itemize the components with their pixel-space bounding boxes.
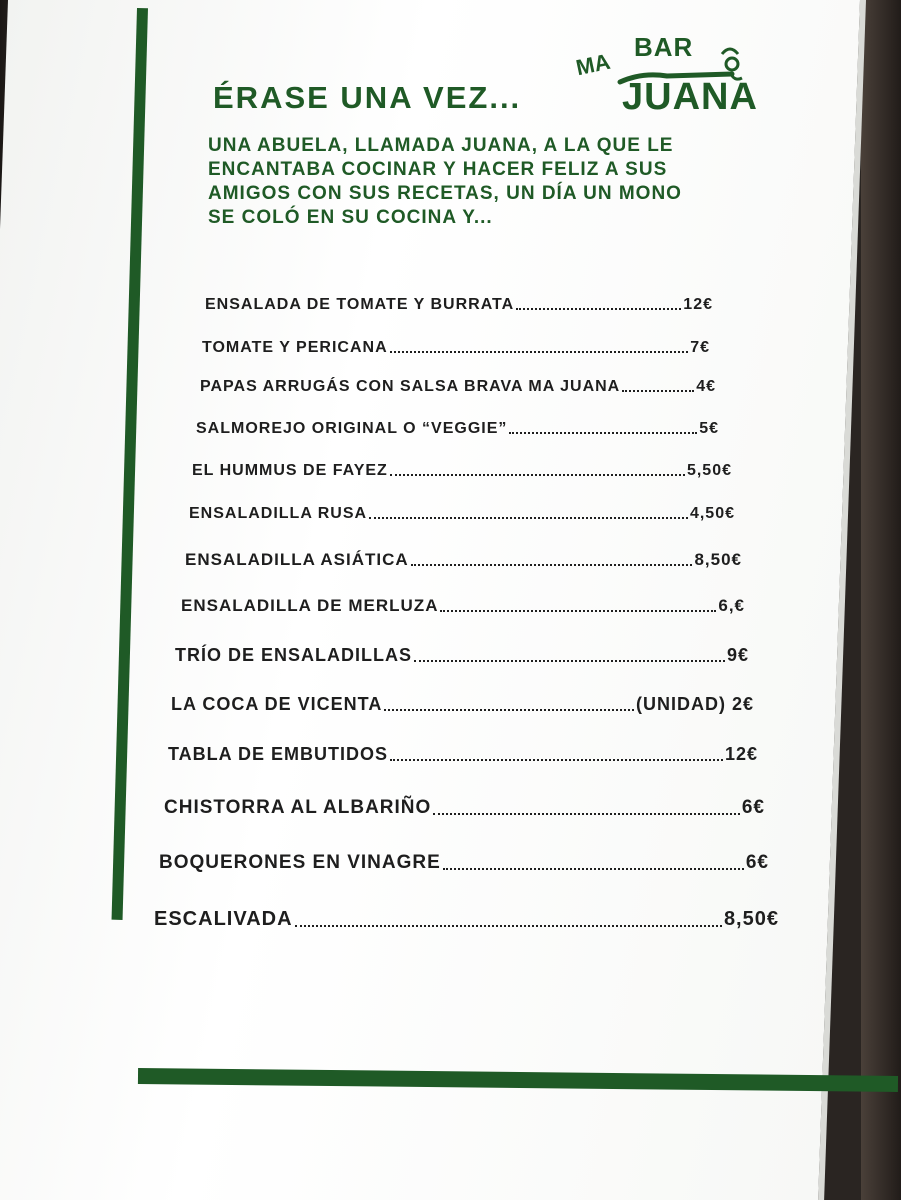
leader-dots [295,925,722,927]
leader-dots [369,517,688,519]
leader-dots [390,759,723,761]
intro-line: SE COLÓ EN SU COCINA Y... [208,207,493,228]
menu-item-name: TOMATE Y PERICANA [202,339,388,356]
page-title: ÉRASE UNA VEZ... [213,80,522,115]
menu-item [200,378,716,396]
menu-item-price: 5€ [699,420,719,437]
menu-item-price: 6,€ [718,596,745,615]
menu-item [205,296,713,314]
leader-dots [433,813,740,815]
menu-item [171,694,754,715]
leader-dots [622,390,694,392]
menu-item [159,852,769,874]
menu-item-name: CHISTORRA AL ALBARIÑO [164,797,432,818]
menu-item-price: 12€ [724,744,758,764]
menu-item-price: 9€ [726,645,749,665]
menu-item-name: ENSALADILLA ASIÁTICA [185,550,409,569]
menu-item-name: ENSALADILLA DE MERLUZA [181,596,439,615]
menu-item-name: EL HUMMUS DE FAYEZ [192,462,388,479]
menu-item [168,744,758,765]
menu-item-name: TRÍO DE ENSALADILLAS [175,645,413,665]
menu-item-price: 6€ [741,797,765,818]
menu-item-price: (UNIDAD) 2€ [635,694,754,714]
menu-item-price: 8,50€ [723,908,779,930]
menu-item [181,596,745,616]
leader-dots [440,610,716,612]
leader-dots [390,474,685,476]
leader-dots [443,868,744,870]
intro-line: AMIGOS CON SUS RECETAS, UN DÍA UN MONO [208,183,682,204]
menu-item-name: TABLA DE EMBUTIDOS [168,744,388,764]
menu-item [189,505,735,523]
menu-item-price: 5,50€ [686,462,732,479]
menu-item [164,797,765,819]
menu-item [192,462,732,480]
menu-item [196,420,719,438]
logo-ma-text: MA [573,48,613,81]
menu-item [185,550,742,570]
menu-item-name: SALMOREJO ORIGINAL O “VEGGIE” [196,420,508,437]
menu-item-name: ENSALADA DE TOMATE Y BURRATA [205,296,515,313]
leader-dots [509,432,697,434]
menu-item [175,645,749,666]
menu-item-name: PAPAS ARRUGÁS CON SALSA BRAVA MA JUANA [200,378,621,395]
leader-dots [516,308,681,310]
menu-item-name: LA COCA DE VICENTA [171,694,383,714]
menu-item-price: 6€ [745,852,769,873]
intro-line: UNA ABUELA, LLAMADA JUANA, A LA QUE LE [208,135,674,156]
menu-item-name: ESCALIVADA [154,908,293,930]
menu-item-price: 4,50€ [689,505,735,522]
menu-item-name: BOQUERONES EN VINAGRE [159,852,441,873]
menu-item-price: 12€ [683,296,713,313]
logo-juana-text: JUANA [622,76,758,118]
menu-item [202,339,710,357]
menu-item-price: 4€ [696,378,716,395]
menu-item-name: ENSALADILLA RUSA [189,505,368,522]
leader-dots [414,660,725,662]
intro-line: ENCANTABA COCINAR Y HACER FELIZ A SUS [208,159,668,180]
menu-item-price: 7€ [690,339,710,356]
leader-dots [411,564,693,566]
menu-item-price: 8,50€ [694,550,742,569]
menu-item [154,908,779,931]
leader-dots [390,351,689,353]
leader-dots [384,709,634,711]
logo-bar-text: BAR [634,32,694,62]
